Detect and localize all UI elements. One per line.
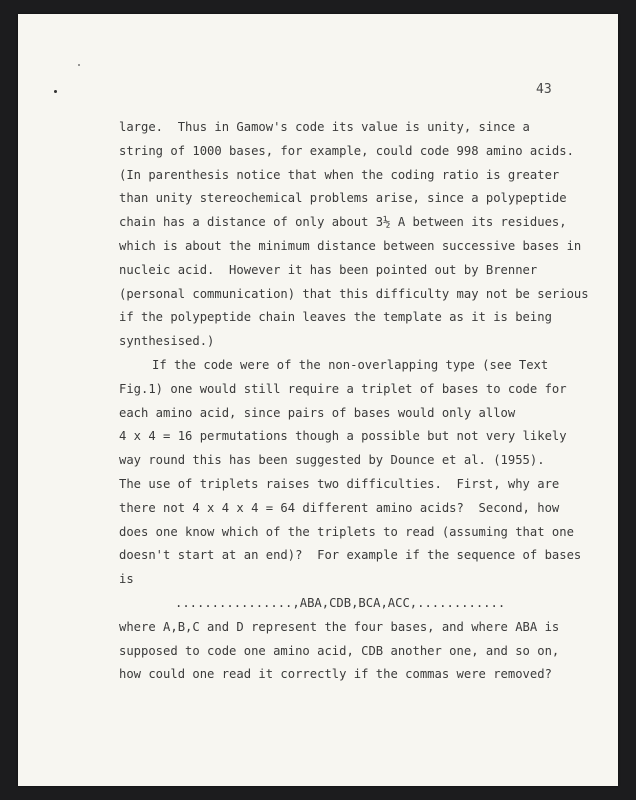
text-line: string of 1000 bases, for example, could code 998 amino acids. <box>119 143 574 158</box>
text-line: is <box>119 572 134 587</box>
text-line: large. Thus in Gamow's code its value is unity, since a <box>119 120 530 134</box>
text-line: chain has a distance of only about 3½ A between its residues, <box>119 215 567 230</box>
paragraph-first-line: If the code were of the non-overlapping type (see Text <box>152 357 549 372</box>
typed-text-body <box>119 116 589 687</box>
text-line: each amino acid, since pairs of bases would only allow <box>119 405 516 420</box>
text-line: doesn't start at an end)? For example if the sequence of bases <box>119 548 582 563</box>
text-line: (personal communication) that this difficulty may not be serious <box>119 286 589 301</box>
text-line: synthesised.) <box>119 334 215 349</box>
page-number: 43 <box>536 82 552 97</box>
text-line: there not 4 x 4 x 4 = 64 different amino acids? Second, how <box>119 500 560 515</box>
text-line: does one know which of the triplets to read (assuming that one <box>119 524 574 539</box>
text-line: (In parenthesis notice that when the coding ratio is greater <box>119 167 560 182</box>
text-line: which is about the minimum distance between successive bases in <box>119 238 582 253</box>
text-line: how could one read it correctly if the commas were removed? <box>119 667 552 682</box>
text-line: way round this has been suggested by Dounce et al. (1955). <box>119 453 545 468</box>
ink-speck <box>54 90 57 93</box>
text-line: Fig.1) one would still require a triplet of bases to code for <box>119 381 567 396</box>
text-line: if the polypeptide chain leaves the template as it is being <box>119 310 552 325</box>
text-line: than unity stereochemical problems arise, since a polypeptide <box>119 191 567 206</box>
text-line: 4 x 4 = 16 permutations though a possible but not very likely <box>119 429 567 444</box>
text-line: where A,B,C and D represent the four bases, and where ABA is <box>119 619 560 634</box>
manuscript-page <box>18 14 618 786</box>
text-line: The use of triplets raises two difficulties. First, why are <box>119 476 560 491</box>
text-line: supposed to code one amino acid, CDB another one, and so on, <box>119 643 560 658</box>
ink-speck <box>78 64 80 66</box>
text-line: nucleic acid. However it has been pointed out by Brenner <box>119 262 538 277</box>
base-sequence-example: ................,ABA,CDB,BCA,ACC,............ <box>175 595 506 610</box>
